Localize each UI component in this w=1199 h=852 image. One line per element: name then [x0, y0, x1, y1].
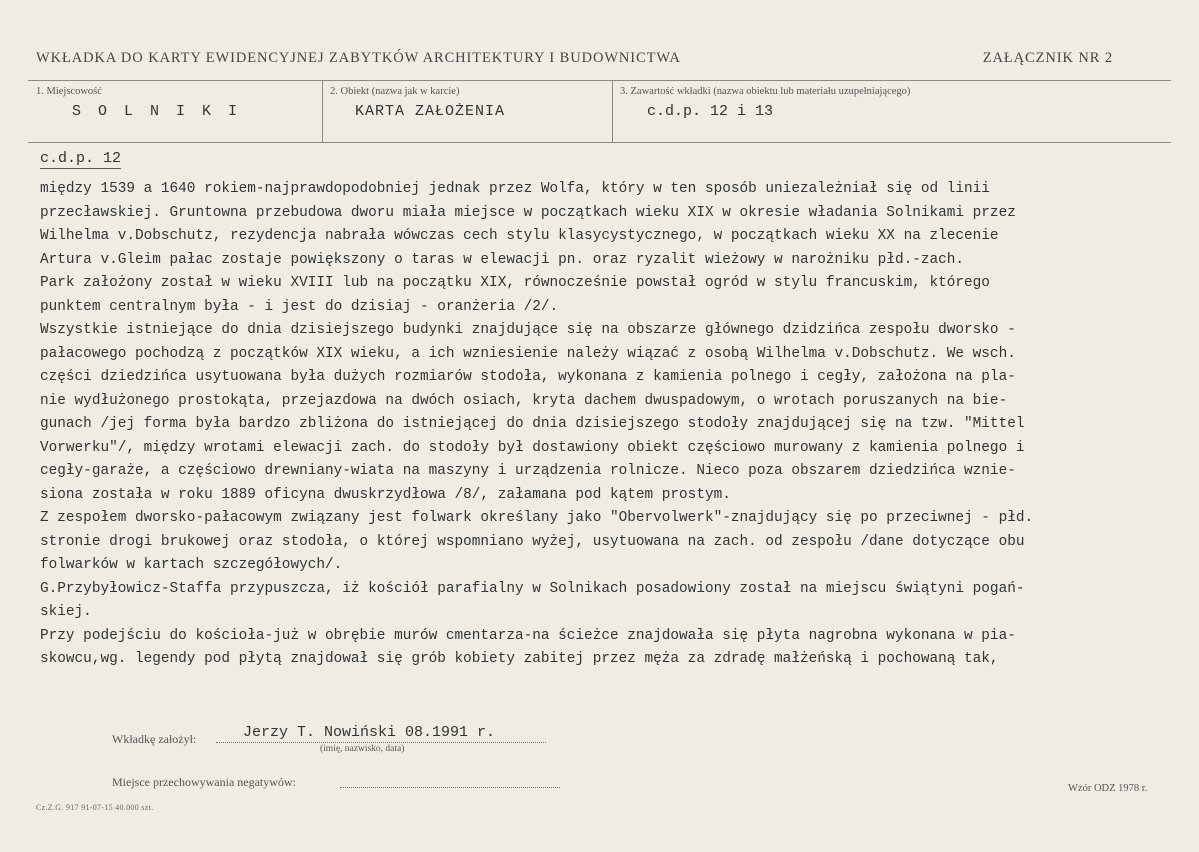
body-line: przecławskiej. Gruntowna przebudowa dworu miała miejsce w początkach wieku XIX w okresie władania Solnikami przez: [40, 204, 1016, 221]
body-line: części dziedzińca usytuowana była dużych rozmiarów stodoła, wykonana z kamienia polnego i cegły, założona na pla-: [40, 369, 1016, 385]
body-line: siona została w roku 1889 oficyna dwuskrzydłowa /8/, załamana pod kątem prostym.: [40, 486, 731, 503]
body-line: stronie drogi brukowej oraz stodoła, o której wspomniano wyżej, usytuowana na zach. od zespołu /dane dotyczące obu: [40, 533, 1025, 550]
field-label-locality: 1. Miejscowość: [36, 86, 102, 97]
print-info: Cz.Z.G. 917 91-07-15 40.000 szt.: [36, 803, 154, 812]
body-line: Park założony został w wieku XVIII lub na początku XIX, równocześnie powstał ogród w stylu francuskim, którego: [40, 275, 990, 291]
body-line: Artura v.Gleim pałac zostaje powiększony o taras w elewacji pn. oraz ryzalit wieżowy w narożniku płd.-zach.: [40, 251, 965, 268]
author-label: Wkładkę założył:: [112, 732, 197, 746]
body-line: nie wydłużonego prostokąta, przejazdowa na dwóch osiach, kryta dachem dwuspadowym, o wrotach poruszanych na bie-: [40, 392, 1008, 409]
author-hint: (imię, nazwisko, data): [320, 744, 405, 754]
body-line: Vorwerku"/, między wrotami elewacji zach. do stodoły był dostawiony obiekt częściowo murowany z kamienia polnego i: [40, 439, 1025, 456]
author-value: Jerzy T. Nowiński 08.1991 r.: [243, 724, 496, 741]
body-line: skiej.: [40, 604, 92, 620]
table-top-border: [28, 80, 1171, 81]
body-line: gunach /jej forma była bardzo zbliżona do istniejącej do dnia dzisiejszego stodoły znajdującej się na tzw. "Mittel: [40, 416, 1025, 432]
body-line: punktem centralnym była - i jest do dzisiaj - oranżeria /2/.: [40, 298, 559, 315]
field-value-object: KARTA ZAŁOŻENIA: [355, 103, 506, 120]
column-divider-2: [612, 80, 613, 142]
field-value-locality: S O L N I K I: [72, 103, 242, 120]
body-line: cegły-garaże, a częściowo drewniany-wiata na maszyny i urządzenia rolnicze. Nieco poza obszarem dziedzińca wznie-: [40, 463, 1016, 479]
body-text: [40, 178, 1175, 672]
field-label-object: 2. Obiekt (nazwa jak w karcie): [330, 86, 460, 97]
body-line: pałacowego pochodzą z początków XIX wieku, a ich wzniesienie należy wiązać z osobą Wilhelma v.Dobschutz. We wsch.: [40, 345, 1016, 362]
body-line: skowcu,wg. legendy pod płytą znajdował się grób kobiety zabitej przez męża za zdradę małżeńską i pochowaną tak,: [40, 651, 999, 667]
author-dotted-line: [216, 742, 546, 743]
body-line: Wszystkie istniejące do dnia dzisiejszego budynki znajdujące się na obszarze głównego dzidzińca zespołu dworsko -: [40, 322, 1016, 338]
table-bottom-border: [28, 142, 1171, 143]
body-line: Przy podejściu do kościoła-już w obrębie murów cmentarza-na ścieżce znajdowała się płyta nagrobna wykonana w pia-: [40, 627, 1016, 644]
body-line: Z zespołem dworsko-pałacowym związany jest folwark określany jako "Obervolwerk"-znajdujący się po przeciwnej - płd.: [40, 510, 1034, 526]
column-divider-1: [322, 80, 323, 142]
body-line: między 1539 a 1640 rokiem-najprawdopodobniej jednak przez Wolfa, który w ten sposób uniezależniał się od linii: [40, 181, 990, 197]
section-heading: c.d.p. 12: [40, 150, 122, 167]
field-label-contents: 3. Zawartość wkładki (nazwa obiektu lub materiału uzupełniającego): [620, 86, 911, 97]
attachment-number: ZAŁĄCZNIK NR 2: [982, 50, 1113, 66]
body-line: G.Przybyłowicz-Staffa przypuszcza, iż kościół parafialny w Solnikach posadowiony został na miejscu świątyni pogań-: [40, 580, 1025, 597]
body-line: folwarków w kartach szczegółowych/.: [40, 557, 343, 573]
body-line: Wilhelma v.Dobschutz, rezydencja nabrała wówczas cech stylu klasycystycznego, w początkach wieku XX na zlecenie: [40, 228, 999, 244]
negatives-label: Miejsce przechowywania negatywów:: [112, 775, 296, 789]
form-pattern: Wzór ODZ 1978 r.: [1068, 783, 1148, 794]
card-title: WKŁADKA DO KARTY EWIDENCYJNEJ ZABYTKÓW ARCHITEKTURY I BUDOWNICTWA: [36, 50, 681, 66]
field-value-contents: c.d.p. 12 i 13: [647, 103, 774, 120]
negatives-dotted-line: [340, 787, 560, 788]
